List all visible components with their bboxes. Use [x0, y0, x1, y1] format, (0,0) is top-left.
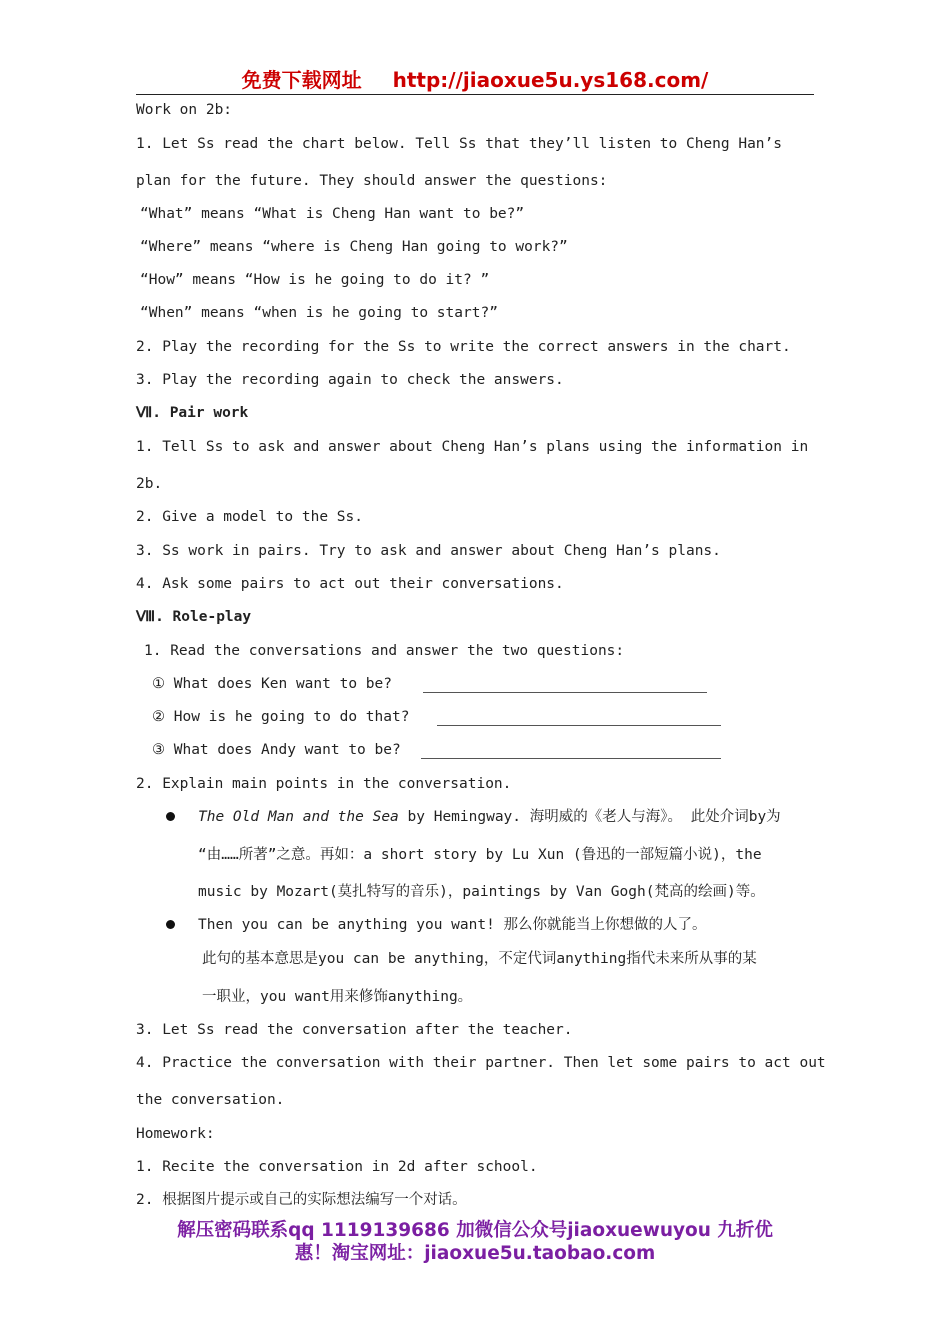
bullet-text-rest: by Hemingway. 海明威的《老人与海》。 此处介词by为 [398, 809, 781, 825]
header-label: 免费下载网址 [241, 68, 362, 92]
step-text: 1. Tell Ss to ask and answer about Cheng Han’s plans using the information in [136, 439, 809, 455]
step-text: 2b. [136, 476, 163, 492]
step-text: plan for the future. They should answer the questions: [136, 173, 608, 189]
question-item: ② How is he going to do that? [152, 709, 410, 725]
step-text: the conversation. [136, 1092, 285, 1108]
homework-item: 1. Recite the conversation in 2d after school. [136, 1159, 538, 1175]
question-text: “When” means “when is he going to start?” [140, 305, 498, 321]
step-text: 3. Let Ss read the conversation after the teacher. [136, 1022, 573, 1038]
header-url-link[interactable]: http://jiaoxue5u.ys168.com/ [392, 68, 709, 92]
section-label-homework: Homework: [136, 1126, 215, 1142]
answer-blank[interactable] [423, 692, 707, 693]
step-text: 2. Give a model to the Ss. [136, 509, 363, 525]
page-header [136, 66, 814, 95]
question-text: “How” means “How is he going to do it? ” [140, 272, 490, 288]
book-title: The Old Man and the Sea [198, 809, 399, 825]
step-text: 1. Let Ss read the chart below. Tell Ss that they’ll listen to Cheng Han’s [136, 136, 783, 152]
footer-line: 解压密码联系qq 1119139686 加微信公众号jiaoxuewuyou 九折优 [177, 1220, 773, 1241]
bullet-text: “由……所著”之意。再如：a short story by Lu Xun (鲁迅的一部短篇小说)，the [198, 847, 762, 863]
bullet-icon [166, 920, 175, 929]
question-item: ③ What does Andy want to be? [152, 742, 401, 758]
answer-blank[interactable] [437, 725, 721, 726]
step-text: 1. Read the conversations and answer the two questions: [144, 643, 625, 659]
bullet-text [198, 807, 781, 827]
homework-item: 2. 根据图片提示或自己的实际想法编写一个对话。 [136, 1192, 467, 1208]
step-text: 4. Practice the conversation with their partner. Then let some pairs to act out [136, 1055, 826, 1071]
question-text: “Where” means “where is Cheng Han going to work?” [140, 239, 568, 255]
section-heading-role-play: Ⅷ. Role-play [136, 609, 252, 625]
bullet-text: music by Mozart(莫扎特写的音乐)，paintings by Van Gogh(梵高的绘画)等。 [198, 884, 765, 900]
question-text: “What” means “What is Cheng Han want to be?” [140, 206, 525, 222]
step-text: 3. Ss work in pairs. Try to ask and answer about Cheng Han’s plans. [136, 543, 721, 559]
step-text: 2. Play the recording for the Ss to write the correct answers in the chart. [136, 339, 791, 355]
bullet-icon [166, 812, 175, 821]
step-text: 2. Explain main points in the conversation. [136, 776, 512, 792]
step-text: 4. Ask some pairs to act out their conversations. [136, 576, 564, 592]
question-item: ① What does Ken want to be? [152, 676, 392, 692]
answer-blank[interactable] [421, 758, 721, 759]
bullet-text: Then you can be anything you want! 那么你就能当上你想做的人了。 [198, 917, 707, 933]
bullet-text: 此句的基本意思是you can be anything，不定代词anything指代未来所从事的某 [202, 951, 757, 967]
section-label-work-on-2b: Work on 2b: [136, 102, 233, 118]
section-heading-pair-work: Ⅶ. Pair work [136, 405, 249, 421]
bullet-text: 一职业，you want用来修饰anything。 [202, 989, 473, 1005]
footer-line: 惠！淘宝网址：jiaoxue5u.taobao.com [294, 1243, 656, 1264]
step-text: 3. Play the recording again to check the answers. [136, 372, 564, 388]
